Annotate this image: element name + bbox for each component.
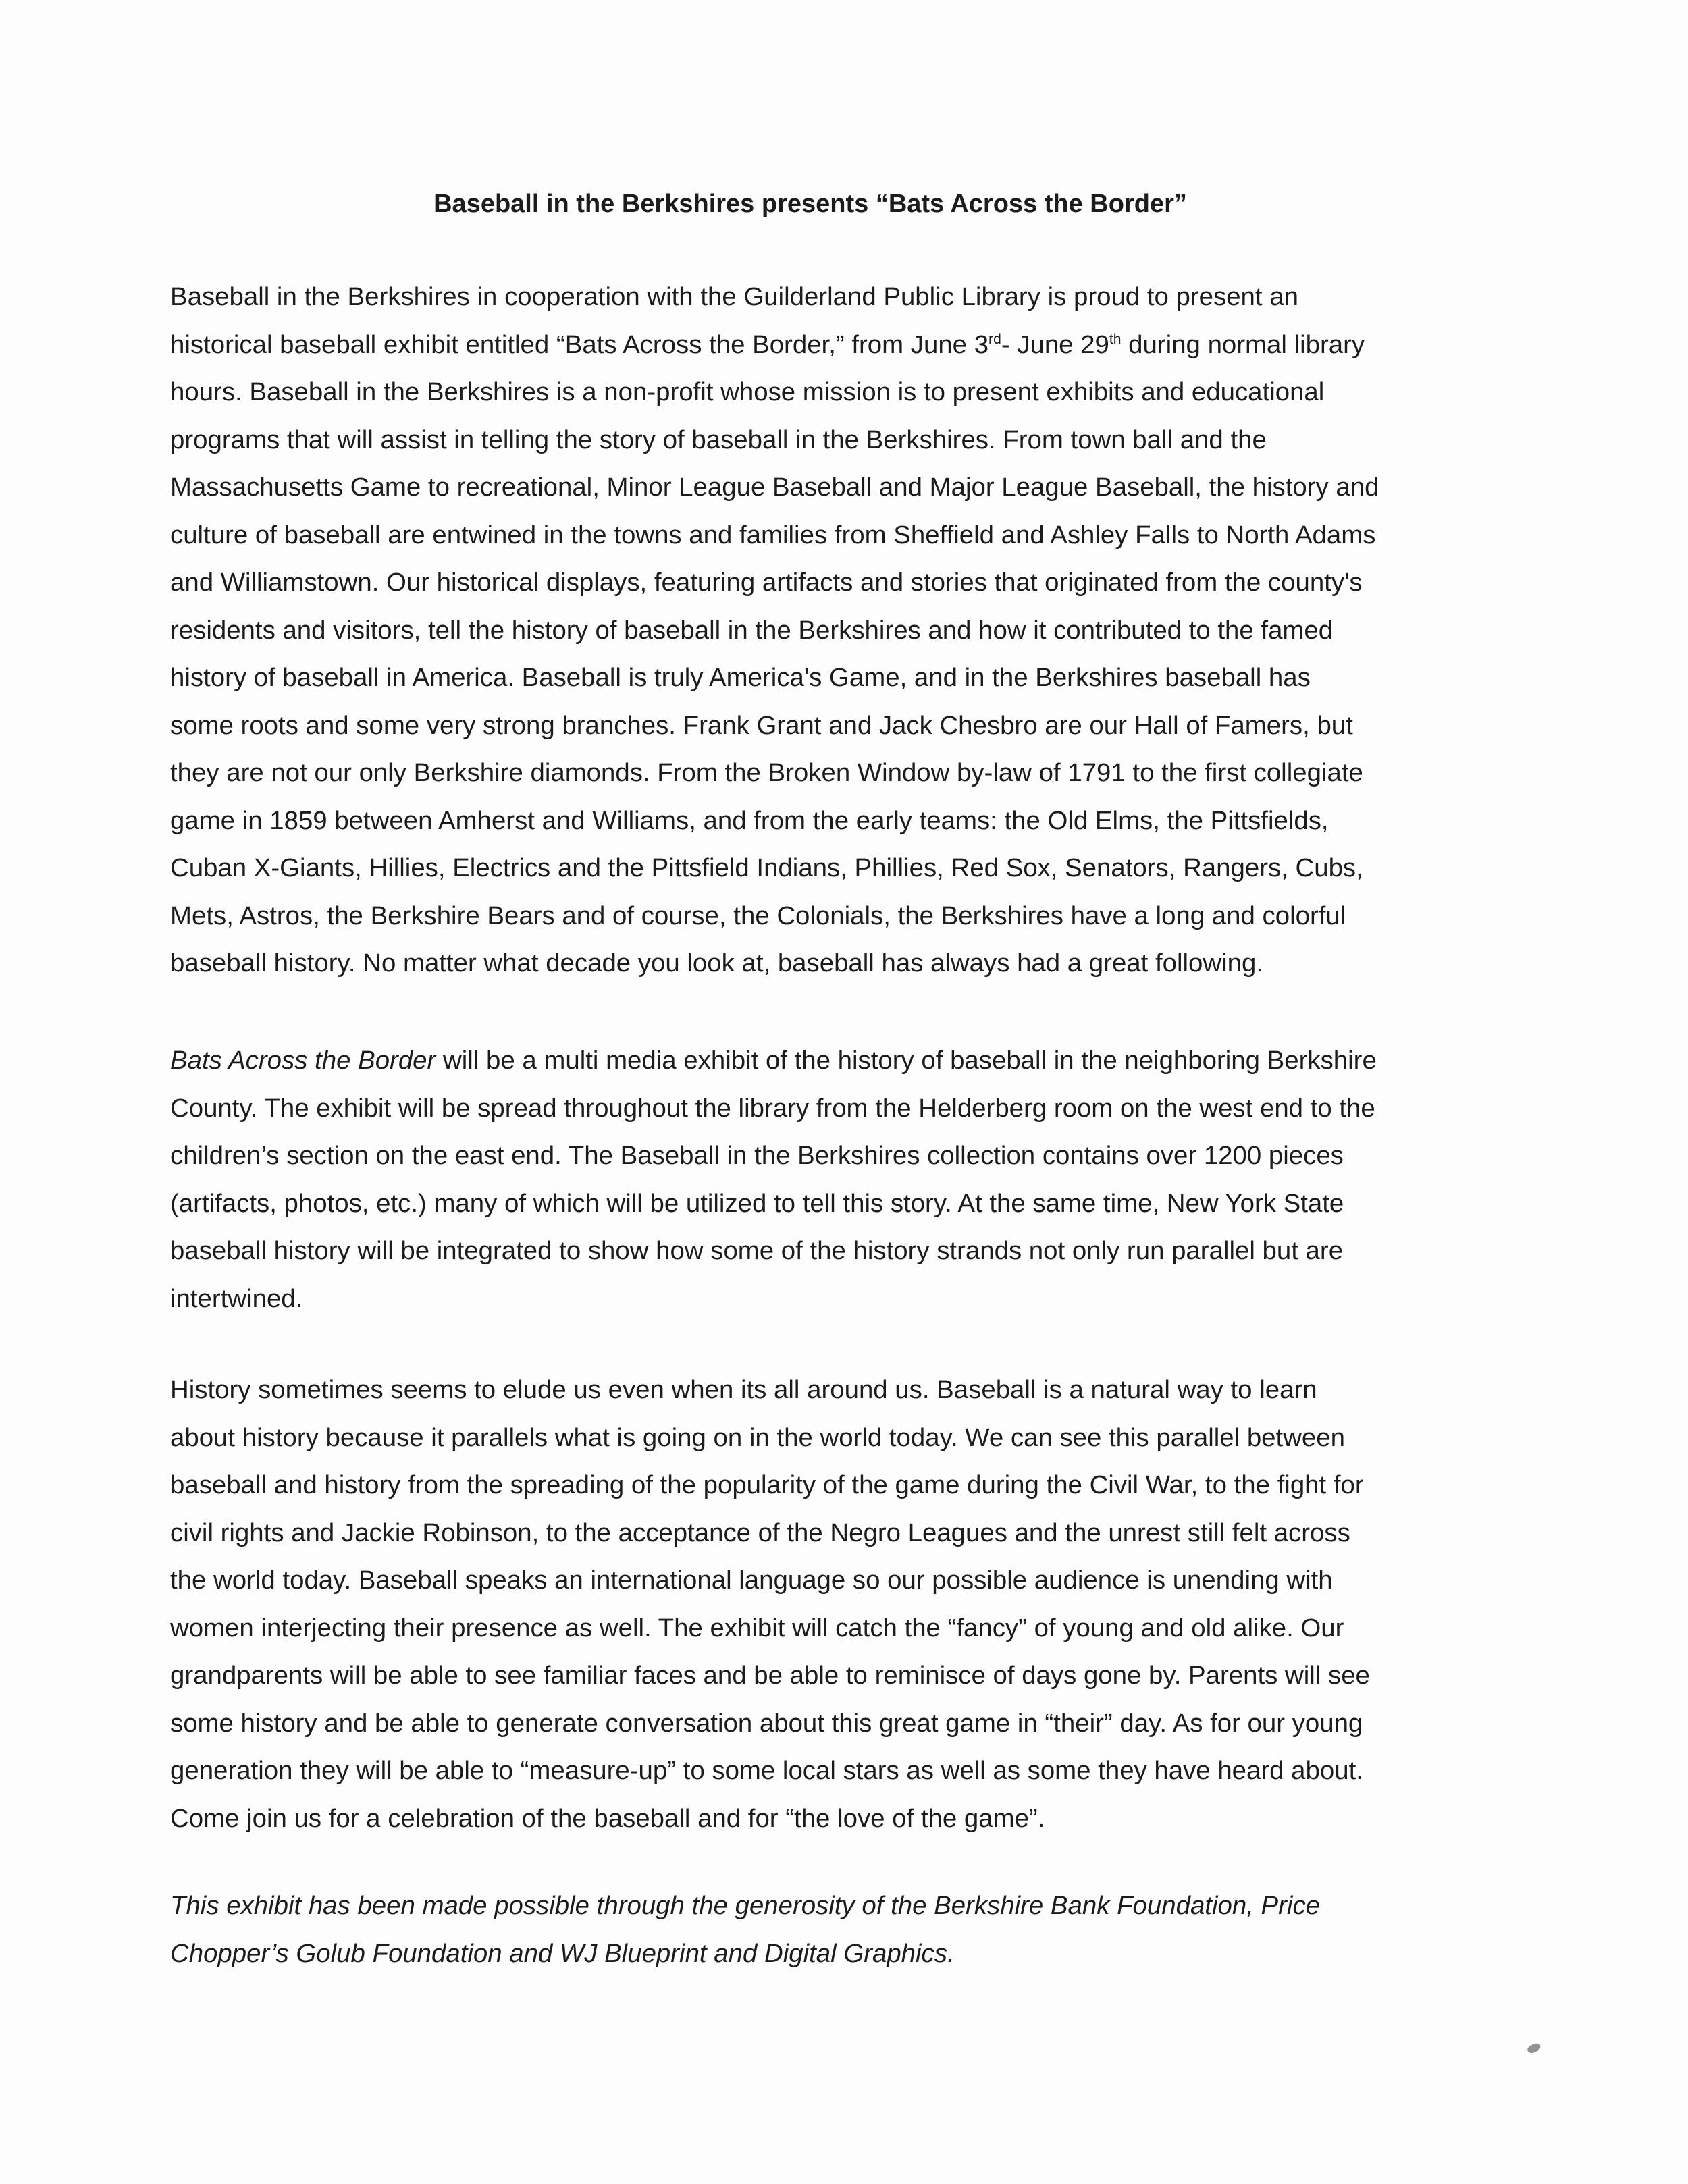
text-line: the world today. Baseball speaks an international language so our possible audience is unending with: [170, 1566, 1333, 1595]
text-line: intertwined.: [170, 1283, 303, 1313]
text-line: children’s section on the east end. The Baseball in the Berkshires collection contains over 1200 pieces: [170, 1141, 1344, 1170]
text-line: Baseball in the Berkshires in cooperation with the Guilderland Public Library is proud to present an: [170, 282, 1298, 311]
text-line: some roots and some very strong branches. Frank Grant and Jack Chesbro are our Hall of Famers, but: [170, 710, 1353, 740]
text-run: will be a multi media exhibit of the history of baseball in the neighboring Berkshire: [436, 1046, 1377, 1075]
text-line: baseball and history from the spreading of the popularity of the game during the Civil War, to the fight for: [170, 1470, 1364, 1499]
ordinal-suffix: rd: [988, 331, 1001, 347]
text-line: baseball history. No matter what decade you look at, baseball has always had a great following.: [170, 949, 1264, 978]
text-line: (artifacts, photos, etc.) many of which will be utilized to tell this story. At the same time, New York State: [170, 1188, 1344, 1218]
text-line: history of baseball in America. Baseball is truly America's Game, and in the Berkshires baseball has: [170, 663, 1311, 692]
text-line: [170, 321, 1494, 369]
text-line: grandparents will be able to see familiar faces and be able to reminisce of days gone by. Parents will see: [170, 1661, 1370, 1690]
text-line: and Williamstown. Our historical displays, featuring artifacts and stories that originated from the county's: [170, 568, 1363, 597]
text-run: - June 29: [1001, 329, 1109, 359]
text-line: programs that will assist in telling the story of baseball in the Berkshires. From town ball and the: [170, 425, 1267, 454]
paragraph-history: [170, 1366, 1494, 1842]
paragraph-exhibit: [170, 1037, 1494, 1323]
text-line: County. The exhibit will be spread throughout the library from the Helderberg room on the west end to the: [170, 1093, 1375, 1123]
text-line: hours. Baseball in the Berkshires is a non-profit whose mission is to present exhibits and educational: [170, 377, 1325, 406]
text-line: generation they will be able to “measure-up” to some local stars as well as some they have heard about.: [170, 1756, 1363, 1785]
text-run: historical baseball exhibit entitled “Bats Across the Border,” from June 3: [170, 329, 989, 359]
text-line: [170, 1037, 1494, 1085]
exhibit-name: Bats Across the Border: [170, 1046, 436, 1075]
text-line: Cuban X-Giants, Hillies, Electrics and the Pittsfield Indians, Phillies, Red Sox, Senators, Rangers, Cubs,: [170, 853, 1363, 882]
text-line: Come join us for a celebration of the baseball and for “the love of the game”.: [170, 1803, 1045, 1833]
text-line: residents and visitors, tell the history of baseball in the Berkshires and how it contributed to the famed: [170, 615, 1334, 645]
text-line: some history and be able to generate conversation about this great game in “their” day. As for our young: [170, 1708, 1363, 1738]
text-line: culture of baseball are entwined in the towns and families from Sheffield and Ashley Falls to North Adams: [170, 520, 1376, 550]
text-line: about history because it parallels what is going on in the world today. We can see this parallel between: [170, 1422, 1345, 1452]
paragraph-intro: [170, 273, 1494, 988]
ordinal-suffix: th: [1109, 331, 1122, 347]
text-line: baseball history will be integrated to show how some of the history strands not only run parallel but are: [170, 1236, 1344, 1265]
text-line: they are not our only Berkshire diamonds. From the Broken Window by-law of 1791 to the first collegiate: [170, 758, 1363, 787]
text-line: civil rights and Jackie Robinson, to the acceptance of the Negro Leagues and the unrest still felt across: [170, 1518, 1350, 1547]
text-line: History sometimes seems to elude us even when its all around us. Baseball is a natural way to learn: [170, 1375, 1317, 1404]
text-run: during normal library: [1121, 329, 1365, 359]
paragraph-sponsors: [170, 1882, 1494, 1977]
text-line: This exhibit has been made possible through the generosity of the Berkshire Bank Foundation, Price: [170, 1891, 1320, 1920]
text-line: Mets, Astros, the Berkshire Bears and of course, the Colonials, the Berkshires have a long and colorful: [170, 901, 1346, 930]
scan-speck: [1527, 2042, 1542, 2054]
text-line: women interjecting their presence as well. The exhibit will catch the “fancy” of young and old alike. Our: [170, 1613, 1344, 1643]
text-line: game in 1859 between Amherst and Williams, and from the early teams: the Old Elms, the Pittsfields,: [170, 805, 1329, 835]
text-line: Chopper’s Golub Foundation and WJ Blueprint and Digital Graphics.: [170, 1938, 955, 1968]
document-title: Baseball in the Berkshires presents “Bats Across the Border”: [433, 190, 1187, 218]
text-line: Massachusetts Game to recreational, Minor League Baseball and Major League Baseball, the history and: [170, 473, 1379, 502]
